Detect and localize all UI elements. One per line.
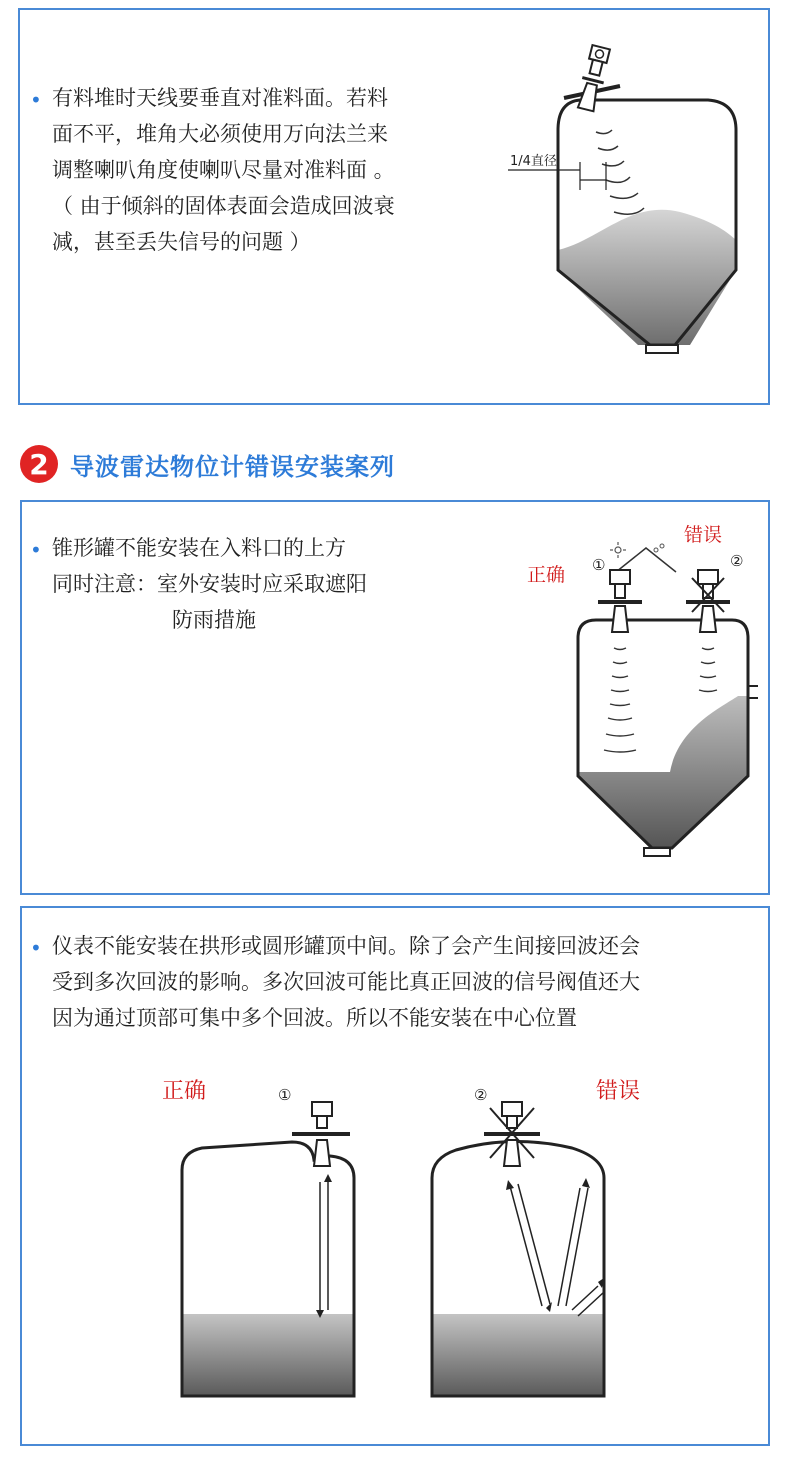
marker-2: ②: [474, 1086, 488, 1104]
text-line: 受到多次回波的影响。多次回波可能比真正回波的信号阀值还大: [52, 970, 640, 994]
bullet-icon: •: [30, 936, 42, 960]
panel3-text: [52, 928, 640, 1036]
silo-outlet: [646, 345, 678, 353]
instrument-wrong: [686, 570, 730, 632]
instrument-correct: [598, 570, 642, 632]
marker-1: ①: [592, 556, 606, 574]
liquid-level: [182, 1314, 354, 1396]
text-line: 面不平，堆角大必须使用万向法兰来: [52, 122, 388, 146]
panel2-text: [52, 530, 367, 638]
silo-tilted-antenna-diagram: [480, 40, 760, 370]
material-heap: [558, 210, 736, 345]
text-line: 防雨措施: [172, 608, 256, 632]
marker-2: ②: [730, 552, 744, 570]
text-line: 有料堆时天线要垂直对准料面。若料: [52, 86, 388, 110]
label-wrong: 错误: [596, 1079, 641, 1104]
text-line: 减，甚至丢失信号的问题 ）: [52, 230, 311, 254]
text-line: （ 由于倾斜的固体表面会造成回波衰: [52, 194, 395, 218]
sun-icon: [610, 542, 626, 558]
dome-tank-correct-diagram: [172, 1078, 372, 1408]
label-correct: 正确: [162, 1079, 207, 1104]
section-number-badge: 2: [20, 445, 58, 483]
bullet-icon: •: [30, 88, 42, 112]
panel-dome-tank: [20, 906, 770, 1446]
text-line: 调整喇叭角度使喇叭尽量对准料面 。: [52, 158, 395, 182]
section-title: 导波雷达物位计错误安装案列: [70, 452, 395, 481]
tank-outlet: [644, 848, 670, 856]
instrument: [292, 1102, 350, 1166]
panel-cone-tank: [20, 500, 770, 895]
cone-tank-diagram: [570, 528, 760, 868]
section-heading: [20, 444, 395, 484]
marker-1: ①: [278, 1086, 292, 1104]
text-line: 仪表不能安装在拱形或圆形罐顶中间。除了会产生间接回波还会: [52, 934, 640, 958]
text-line: 因为通过顶部可集中多个回波。所以不能安装在中心位置: [52, 1006, 577, 1030]
text-line: 锥形罐不能安装在入料口的上方: [52, 536, 346, 560]
instrument: [484, 1102, 540, 1166]
diameter-label: 1/4直径: [510, 154, 557, 169]
panel1-text: [52, 80, 395, 260]
rain-icon: [654, 544, 664, 552]
liquid-level: [432, 1314, 604, 1396]
panel-uneven-material: [18, 8, 770, 405]
bullet-icon: •: [30, 538, 42, 562]
dome-tank-wrong-diagram: [422, 1078, 622, 1408]
label-wrong: 错误: [684, 524, 723, 546]
material-fill: [578, 696, 748, 848]
label-correct: 正确: [527, 564, 566, 586]
text-line: 同时注意：室外安装时应采取遮阳: [52, 572, 367, 596]
roof-shelter: [616, 548, 676, 572]
